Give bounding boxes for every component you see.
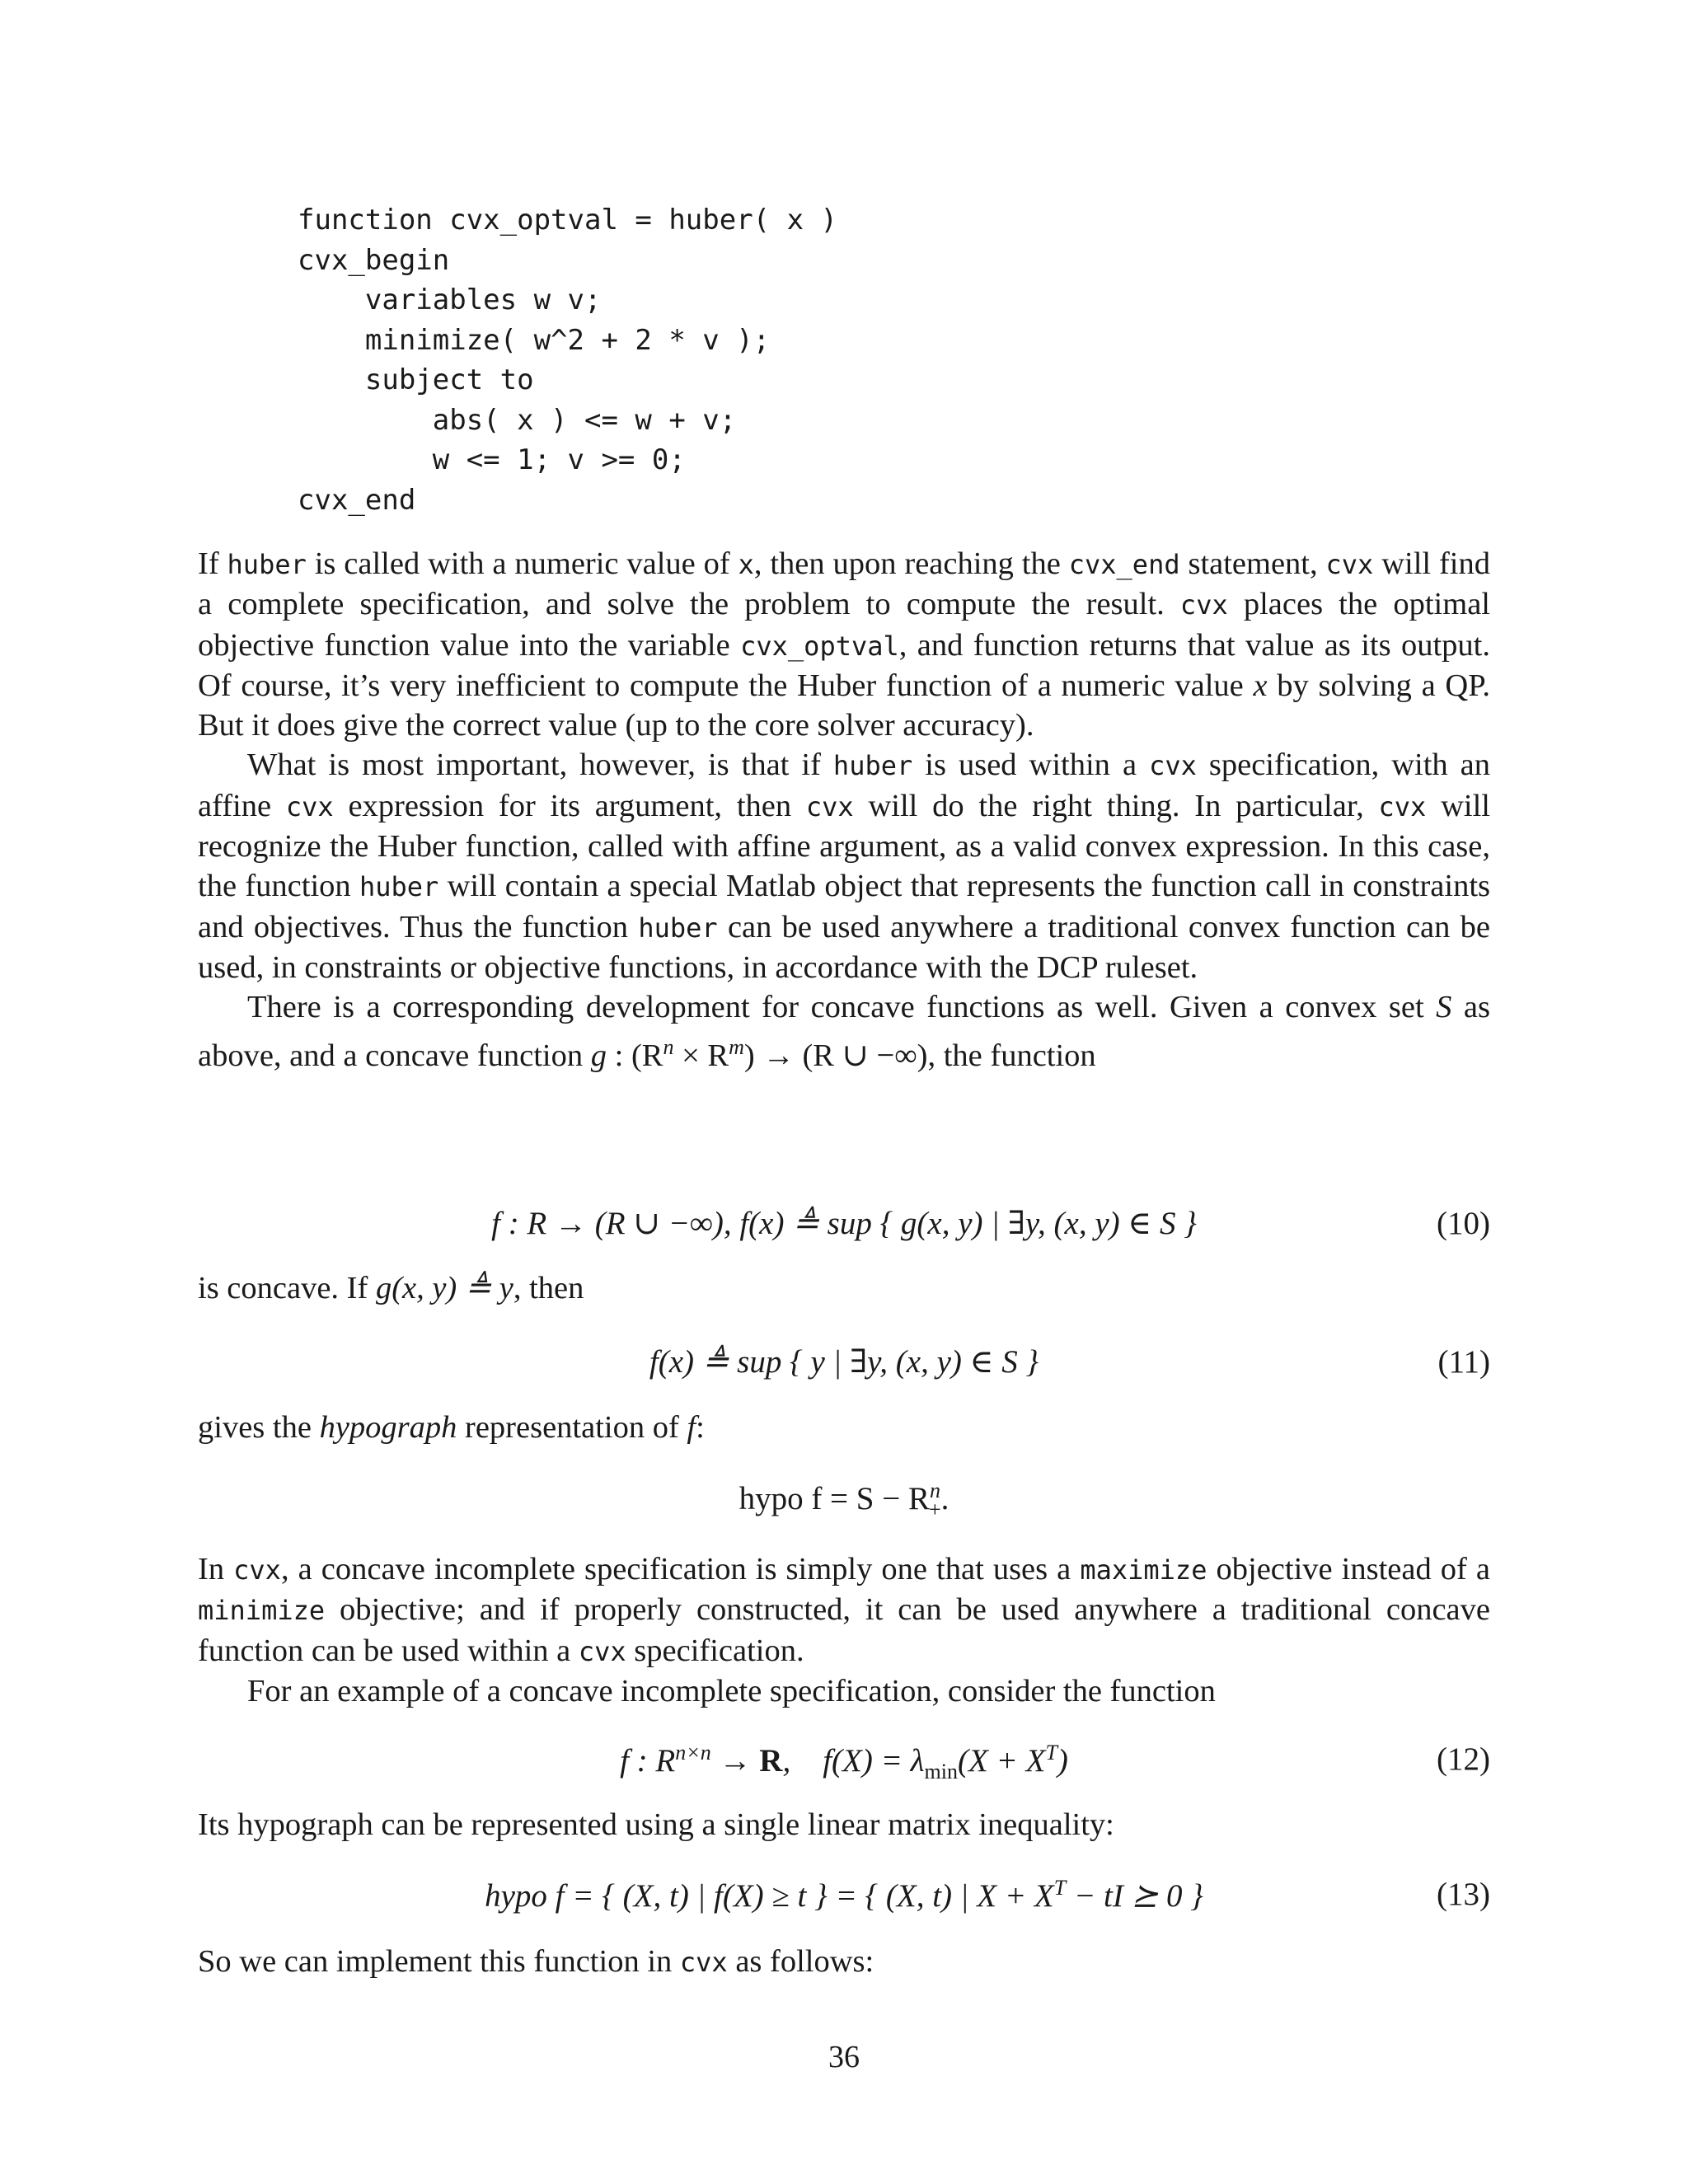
paragraph: So we can implement this function in cvx as follows: xyxy=(198,1944,874,1979)
equation-13 xyxy=(198,1872,1490,1919)
body-text-block-2 xyxy=(198,1268,1490,1308)
equation-body: f(x) ≜ sup { y | ∃y, (x, y) ∈ S } xyxy=(649,1344,1039,1380)
equation-number: (10) xyxy=(1437,1206,1490,1241)
paragraph: is concave. If g(x, y) ≜ y, then xyxy=(198,1271,584,1305)
body-text-block-6 xyxy=(198,1942,1490,1982)
code-line: variables w v; xyxy=(298,284,602,316)
code-line: subject to xyxy=(298,363,534,396)
equation-body: hypo f = { (X, t) | f(X) ≥ t } = { (X, t) | $X + X^T$ − tI ⪰ 0 } xyxy=(485,1876,1203,1914)
equation-body: hypo $f = S - R^n_+$. xyxy=(738,1479,950,1521)
body-text-block-4 xyxy=(198,1549,1490,1711)
equation-body: f : R → (R ∪ −∞), f(x) ≜ sup { g(x, y) | ∃y, (x, y) ∈ S } xyxy=(491,1206,1197,1241)
body-text-block-5 xyxy=(198,1805,1490,1844)
code-listing xyxy=(298,200,837,520)
equation-number: (12) xyxy=(1437,1741,1490,1777)
paragraph: In cvx, a concave incomplete specification is simply one that uses a maximize objective instead of a minimize objective; and if properly constructed, it can be used anywhere a traditional concave function can be used within a cvx specification. xyxy=(198,1552,1490,1668)
code-line: abs( x ) <= w + v; xyxy=(298,403,737,437)
body-text-block-3 xyxy=(198,1408,1490,1447)
code-line: minimize( w^2 + 2 * v ); xyxy=(298,323,771,357)
equation-number: (13) xyxy=(1437,1877,1490,1912)
paragraph: If huber is called with a numeric value of x, then upon reaching the cvx_end statement, cvx will find a complete specification, and solve the problem to compute the result. cvx places the optimal objective function value into the variable cvx_optval, and function returns that value as its output. Of course, it’s very inefficient to compute the Huber function of a numeric value x by solving a QP. But it does give the correct value (up to the core solver accuracy). xyxy=(198,546,1490,743)
code-line: w <= 1; v >= 0; xyxy=(298,443,686,476)
code-line: cvx_end xyxy=(298,483,416,517)
equation-body: f : $R^{n\times n} \to R$, $f(X) = \lambda_{min}(X + X^T)$ xyxy=(620,1741,1068,1783)
equation-11 xyxy=(198,1340,1490,1386)
code-line: function cvx_optval = huber( x ) xyxy=(298,204,838,237)
body-text-block-1 xyxy=(198,544,1490,1076)
code-line: cvx_begin xyxy=(298,243,450,277)
paragraph: There is a corresponding development for concave functions as well. Given a convex set S as above, and a concave function g : $(R^n \times R^m) \to (R$ ∪ −∞), the function xyxy=(198,990,1491,1073)
paragraph: gives the hypograph representation of f: xyxy=(198,1410,705,1445)
paragraph: Its hypograph can be represented using a single linear matrix inequality: xyxy=(198,1807,1114,1842)
paragraph: What is most important, however, is that if huber is used within a cvx specification, with an affine cvx expression for its argument, then cvx will do the right thing. In particular, cvx will recognize the Huber function, called with affine argument, as a valid convex expression. In this case, the function huber will contain a special Matlab object that represents the function call in constraints and objectives. Thus the function huber can be used anywhere a traditional convex function can be used, in constraints or objective functions, in accordance with the DCP ruleset. xyxy=(198,748,1491,985)
equation-number: (11) xyxy=(1437,1344,1490,1380)
paragraph: For an example of a concave incomplete specification, consider the function xyxy=(247,1673,1216,1708)
equation-12 xyxy=(198,1737,1490,1783)
equation-hypograph xyxy=(198,1475,1490,1521)
equation-10 xyxy=(198,1202,1490,1248)
page-number: 36 xyxy=(828,2040,860,2074)
